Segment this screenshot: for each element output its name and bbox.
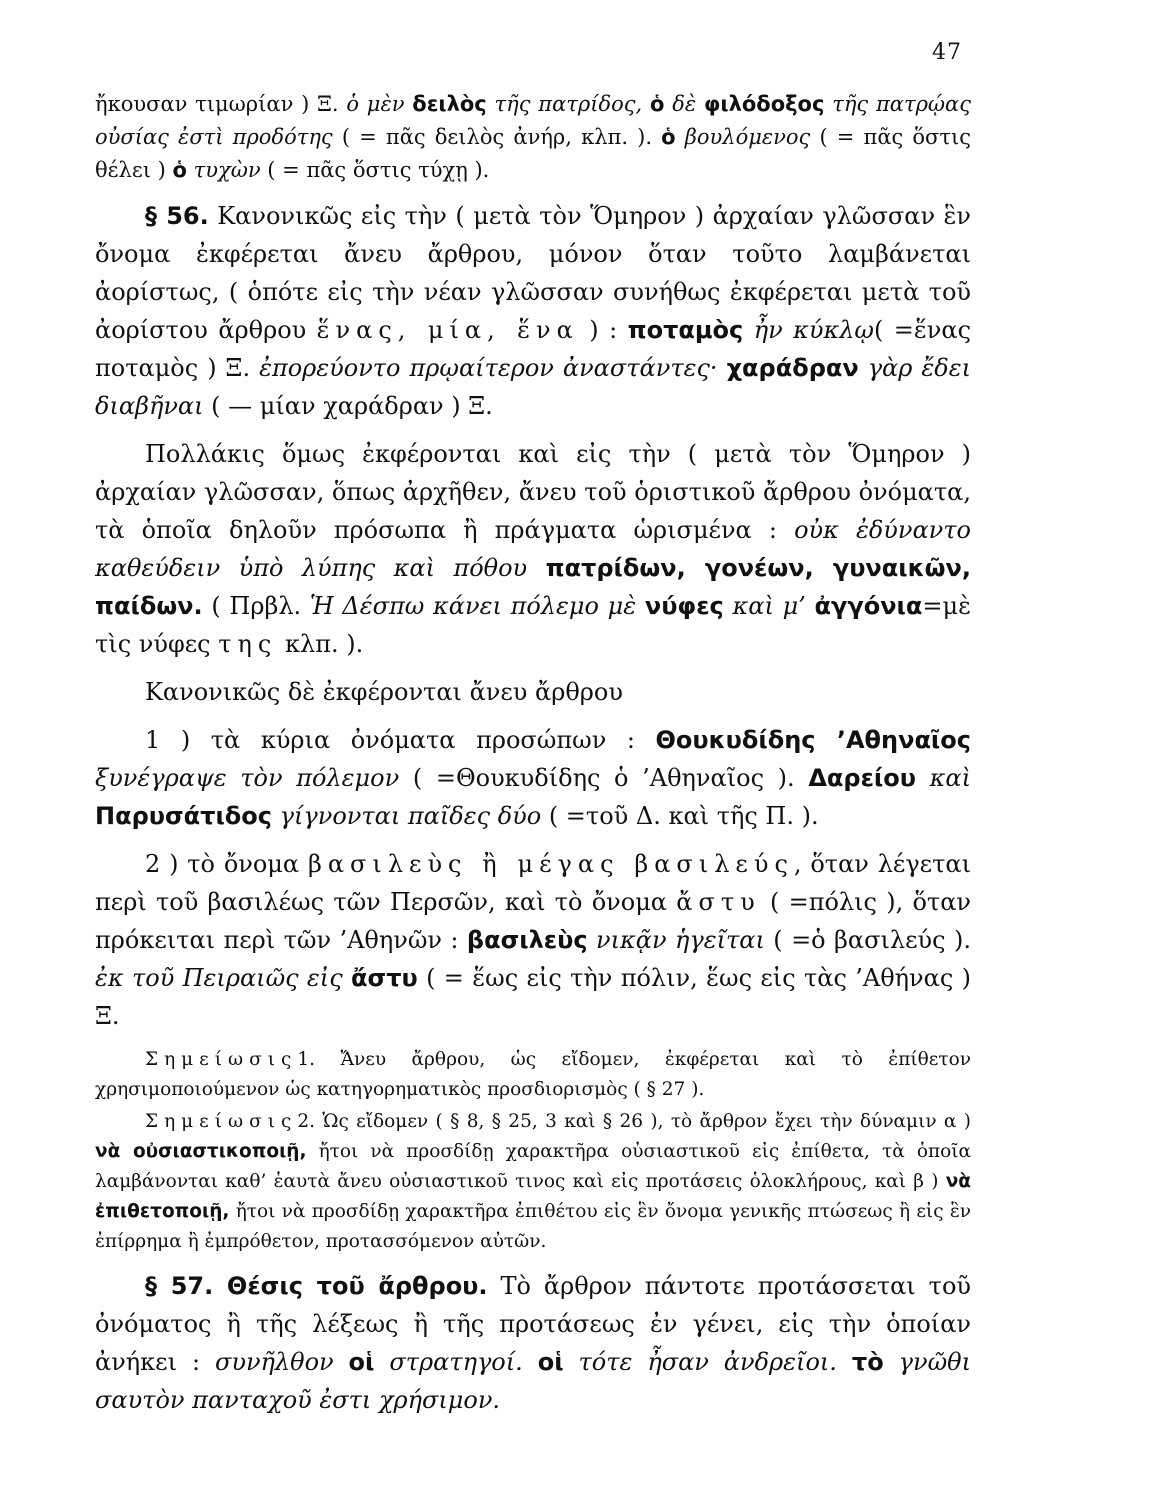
text-span: =μὲ τὶς νύφες	[95, 592, 971, 658]
section-57-paragraph	[95, 1267, 971, 1419]
bold-term: ὁ	[661, 125, 676, 149]
greek-example: Ἡ Δέσπω κάνει πόλεμο μὲ	[309, 592, 637, 620]
greek-example: ἐπορεύοντο πρῳαίτερον ἀναστάντες·	[259, 354, 718, 382]
greek-example: ξυνέγραψε τὸν πόλεμον	[95, 764, 400, 792]
text-span: , ὅταν λέγεται περὶ τοῦ βασιλέως τῶν Περσῶν, καὶ τὸ ὄνομα	[95, 850, 972, 916]
section-56-paragraph	[95, 197, 971, 425]
text-span: ἤκουσαν τιμωρίαν ) Ξ.	[95, 92, 347, 116]
section-heading: § 57. Θέσις τοῦ ἄρθρου.	[145, 1272, 488, 1300]
greek-example: ὁ μὲν	[346, 92, 405, 116]
bold-term: νύφες	[644, 592, 724, 620]
greek-example: στρατηγοί.	[389, 1348, 523, 1376]
text-span: ( = πᾶς ὅστις θέλει )	[95, 125, 971, 182]
text-span: ἤτοι νὰ προσδίδῃ χαρακτῆρα ἐπιθέτου εἰς ἓν ὄνομα γενικῆς πτώσεως ἢ εἰς ἓν ἐπίρρημα ἢ ἐμπρόθετον, προτασσόμενον αὐτῶν.	[95, 1201, 971, 1252]
text-span: ) :	[578, 316, 628, 344]
text-span: ἤτοι νὰ προσδίδῃ χαρακτῆρα οὐσιαστικοῦ εἰς ἐπίθετα, τὰ ὁποῖα λαμβάνονται καθ’ ἑαυτὰ ἄνευ οὐσιαστικοῦ τινος καὶ εἰς προτάσεις ὁλοκλήρους, καὶ β )	[95, 1141, 971, 1192]
text-span: Τὸ ἄρθρον πάντοτε προτάσσεται τοῦ ὀνόματος ἢ τῆς λέξεως ἢ τῆς προτάσεως ἐν γένει, εἰς τὴν ὁποίαν ἀνήκει :	[95, 1272, 971, 1376]
text-span: Πολλάκις ὅμως ἐκφέρονται καὶ εἰς τὴν ( μετὰ τὸν Ὅμηρον ) ἀρχαίαν γλῶσσαν, ὅπως ἀρχῆθεν, ἄνευ τοῦ ὁριστικοῦ ἄρθρου ὀνόματα, τὰ ὁποῖα δηλοῦν πρόσωπα ἢ πράγματα ὡρισμένα :	[95, 440, 971, 544]
list-item-2	[95, 845, 971, 1035]
greek-example: τότε ἦσαν ἀνδρεῖοι.	[578, 1348, 837, 1376]
bold-term: ὁ	[650, 92, 665, 116]
bold-term: ἄστυ	[351, 964, 418, 992]
bold-term: πατρίδων, γονέων, γυναικῶν, παίδων.	[95, 554, 971, 620]
greek-example: τῆς πατρίδος,	[494, 92, 650, 116]
text-span: ( = πᾶς δειλὸς ἀνήρ, κλπ. ).	[332, 125, 662, 149]
paragraph-definite-names	[95, 435, 971, 663]
greek-example: καὶ μ’	[732, 592, 806, 620]
greek-example: βουλόμενος	[684, 125, 811, 149]
note-number: 2.	[297, 1111, 316, 1132]
greek-example: καὶ	[929, 764, 971, 792]
greek-example: γίγνονται παῖδες δύο	[279, 802, 542, 830]
greek-example: δὲ	[672, 92, 697, 116]
bold-term: Παρυσάτιδος	[95, 802, 273, 830]
bold-term: τὸ	[851, 1348, 884, 1376]
text-span: ( =τοῦ Δ. καὶ τῆς Π. ).	[541, 802, 819, 830]
bold-term: οἱ	[348, 1348, 375, 1376]
bold-term: οἱ	[537, 1348, 564, 1376]
bold-term: νὰ ἐπιθετοποιῇ,	[95, 1171, 971, 1222]
bold-term: ἀγγόνια	[814, 592, 923, 620]
text-span: ( = ἕως εἰς τὴν πόλιν, ἕως εἰς τὰς ’Αθήνας ) Ξ.	[95, 964, 971, 1030]
note-number: 1.	[297, 1049, 316, 1070]
text-span: ( = πᾶς ὅστις τύχῃ ).	[260, 158, 490, 182]
text-span: Ὡς εἴδομεν ( § 8, § 25, 3 καὶ § 26 ), τὸ ἄρθρον ἔχει τὴν δύναμιν α )	[315, 1111, 971, 1132]
bold-term: δειλὸς	[412, 92, 487, 116]
greek-example: γνῶθι σαυτὸν πανταχοῦ ἐστι χρήσιμον.	[95, 1348, 972, 1414]
paragraph-without-article	[95, 673, 971, 711]
page-content	[95, 88, 971, 1419]
note-2	[95, 1107, 971, 1257]
text-span: ( =πόλις ), ὅταν πρόκειται περὶ τῶν ’Αθηνῶν :	[95, 888, 971, 954]
greek-example: τυχὼν	[193, 158, 261, 182]
text-span: ( =ὁ βασιλεύς ).	[764, 926, 971, 954]
note-label: Σημείωσις	[145, 1111, 298, 1132]
text-span: ( =Θουκυδίδης ὁ ’Αθηναῖος ).	[399, 764, 809, 792]
bold-term: Δαρείου	[808, 764, 916, 792]
greek-example: ἐκ τοῦ Πειραιῶς εἰς	[95, 964, 343, 992]
spaced-term: ἕνας, μία, ἕνα	[316, 316, 579, 344]
text-span: ( Πρβλ.	[202, 592, 310, 620]
page-number: 47	[932, 40, 962, 65]
greek-example: συνῆλθον	[214, 1348, 334, 1376]
spaced-term: βασιλεὺς ἢ μέγας βασιλεύς	[307, 850, 794, 878]
text-span: ( =ἕνας ποταμὸς ) Ξ.	[95, 316, 972, 382]
spaced-term: της	[218, 630, 278, 658]
greek-example: οὐκ ἐδύναντο καθεύδειν ὑπὸ λύπης καὶ πόθου	[95, 516, 971, 582]
text-span: Ἄνευ ἄρθρου, ὡς εἴδομεν, ἐκφέρεται καὶ τὸ ἐπίθετον χρησιμοποιούμενον ὡς κατηγορηματικὸς προσδιορισμὸς ( § 27 ).	[95, 1049, 971, 1100]
greek-example: νικᾷν ἡγεῖται	[596, 926, 765, 954]
bold-term: ποταμὸς	[627, 316, 744, 344]
section-heading: § 56.	[145, 202, 209, 230]
text-span: ( — μίαν χαράδραν ) Ξ.	[203, 392, 493, 420]
text-span: κλπ. ).	[277, 630, 364, 658]
text-span: Κανονικῶς δὲ ἐκφέρονται ἄνευ ἄρθρου	[145, 678, 623, 706]
note-1	[95, 1045, 971, 1105]
list-item-1	[95, 721, 971, 835]
text-span: 2 ) τὸ ὄνομα	[145, 850, 308, 878]
note-label: Σημείωσις	[145, 1049, 298, 1070]
spaced-term: ἄστυ	[676, 888, 761, 916]
bold-term: φιλόδοξος	[703, 92, 825, 116]
intro-paragraph	[95, 88, 971, 187]
bold-term: ὁ	[172, 158, 187, 182]
text-span: 1 ) τὰ κύρια ὀνόματα προσώπων :	[145, 726, 656, 754]
bold-term: βασιλεὺς	[466, 926, 588, 954]
greek-example: γὰρ ἔδει διαβῆναι	[95, 354, 971, 420]
bold-term: χαράδραν	[726, 354, 859, 382]
text-span: Κανονικῶς εἰς τὴν ( μετὰ τὸν Ὅμηρον ) ἀρχαίαν γλῶσσαν ἓν ὄνομα ἐκφέρεται ἄνευ ἄρθρου, μόνον ὅταν τοῦτο λαμβάνεται ἀορίστως, ( ὁπότε εἰς τὴν νέαν γλῶσσαν συνήθως ἐκφέρεται μετὰ τοῦ ἀορίστου ἄρθρου	[95, 202, 971, 344]
greek-example: τῆς πατρῴας οὐσίας ἐστὶ προδότης	[95, 92, 971, 149]
greek-example: ἦν κύκλῳ	[753, 316, 874, 344]
bold-term: Θουκυδίδης ’Αθηναῖος	[655, 726, 971, 754]
bold-term: νὰ οὐσιαστικοποιῇ,	[95, 1141, 307, 1162]
